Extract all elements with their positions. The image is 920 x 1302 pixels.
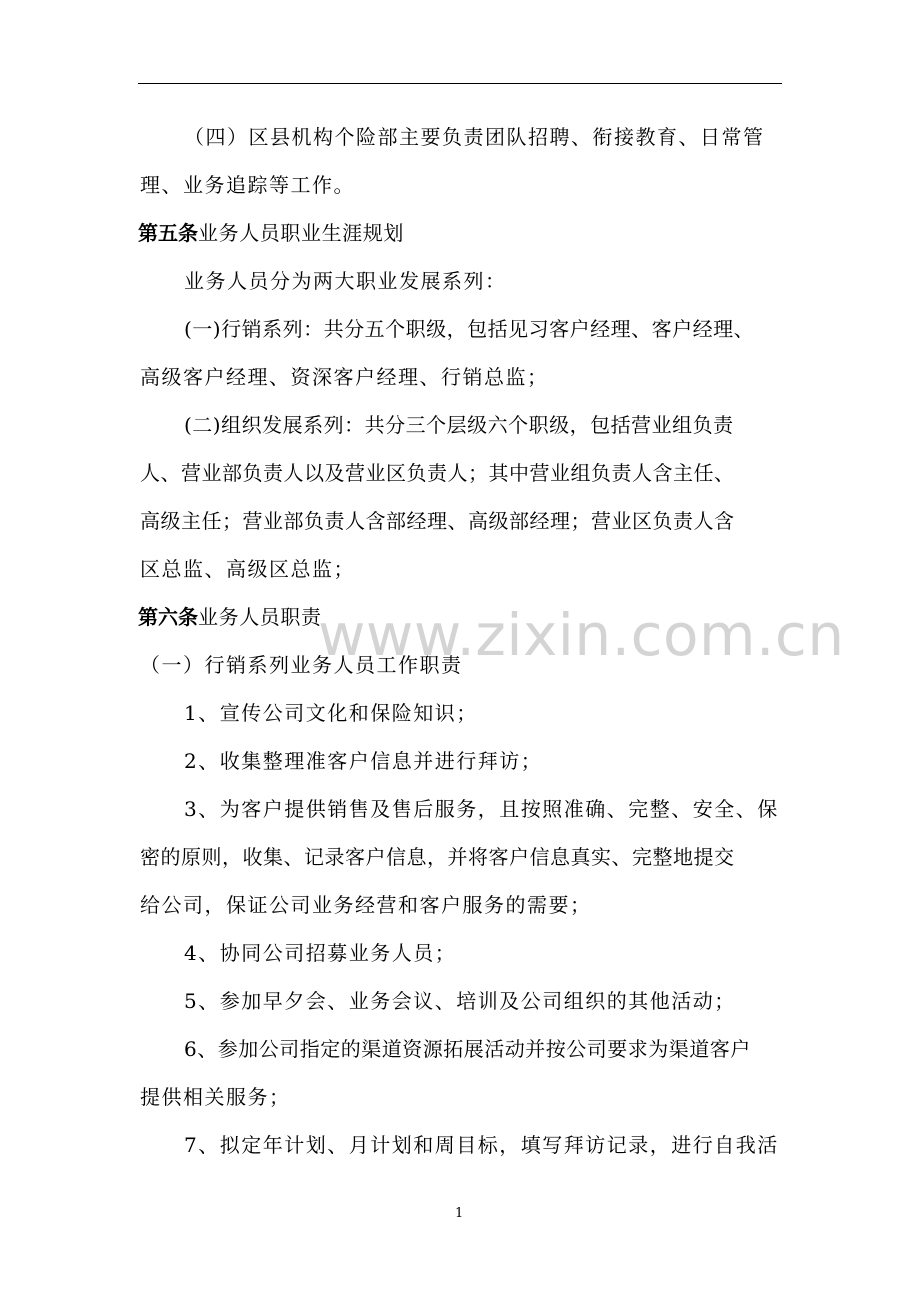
paragraph-line: 高级主任；营业部负责人含部经理、高级部经理；营业区负责人含 (140, 509, 735, 533)
list-item: 4、协同公司招募业务人员； (184, 941, 457, 965)
list-item: 1、宣传公司文化和保险知识； (184, 701, 478, 725)
paragraph-line: (二)组织发展系列：共分三个层级六个职级，包括营业组负责 (184, 413, 734, 437)
list-item: 6、参加公司指定的渠道资源拓展活动并按公司要求为渠道客户 (184, 1037, 751, 1061)
paragraph-line: 密的原则，收集、记录客户信息，并将客户信息真实、完整地提交 (140, 845, 735, 869)
paragraph-line: 人、营业部负责人以及营业区负责人；其中营业组负责人含主任、 (140, 461, 735, 485)
paragraph-line: (一)行销系列：共分五个职级，包括见习客户经理、客户经理、 (184, 317, 755, 341)
paragraph-line: 区总监、高级区总监； (140, 557, 355, 581)
section-heading: （一）行销系列业务人员工作职责 (140, 653, 463, 677)
page-number: 1 (455, 1206, 464, 1221)
article-number: 第六条 (138, 605, 198, 629)
paragraph-line: （四）区县机构个险部主要负责团队招聘、衔接教育、日常管 (184, 125, 765, 149)
article-heading-6 (138, 602, 322, 632)
paragraph-line: 理、业务追踪等工作。 (140, 173, 355, 197)
paragraph-line: 提供相关服务； (140, 1085, 291, 1109)
list-item: 7、拟定年计划、月计划和周目标，填写拜访记录，进行自我活 (184, 1133, 779, 1157)
header-rule (138, 83, 782, 84)
list-item: 5、参加早夕会、业务会议、培训及公司组织的其他活动； (184, 989, 736, 1013)
article-title: 业务人员职业生涯规划 (198, 221, 404, 245)
list-item: 3、为客户提供销售及售后服务，且按照准确、完整、安全、保 (184, 797, 779, 821)
list-item: 2、收集整理准客户信息并进行拜访； (184, 749, 543, 773)
paragraph-line: 给公司，保证公司业务经营和客户服务的需要； (140, 893, 592, 917)
article-heading-5 (138, 218, 404, 248)
watermark: www.zixin.com.cn (318, 601, 845, 669)
article-title: 业务人员职责 (198, 605, 322, 629)
paragraph-line: 高级客户经理、资深客户经理、行销总监； (140, 365, 549, 389)
article-number: 第五条 (138, 221, 198, 245)
paragraph-line: 业务人员分为两大职业发展系列： (184, 269, 507, 293)
